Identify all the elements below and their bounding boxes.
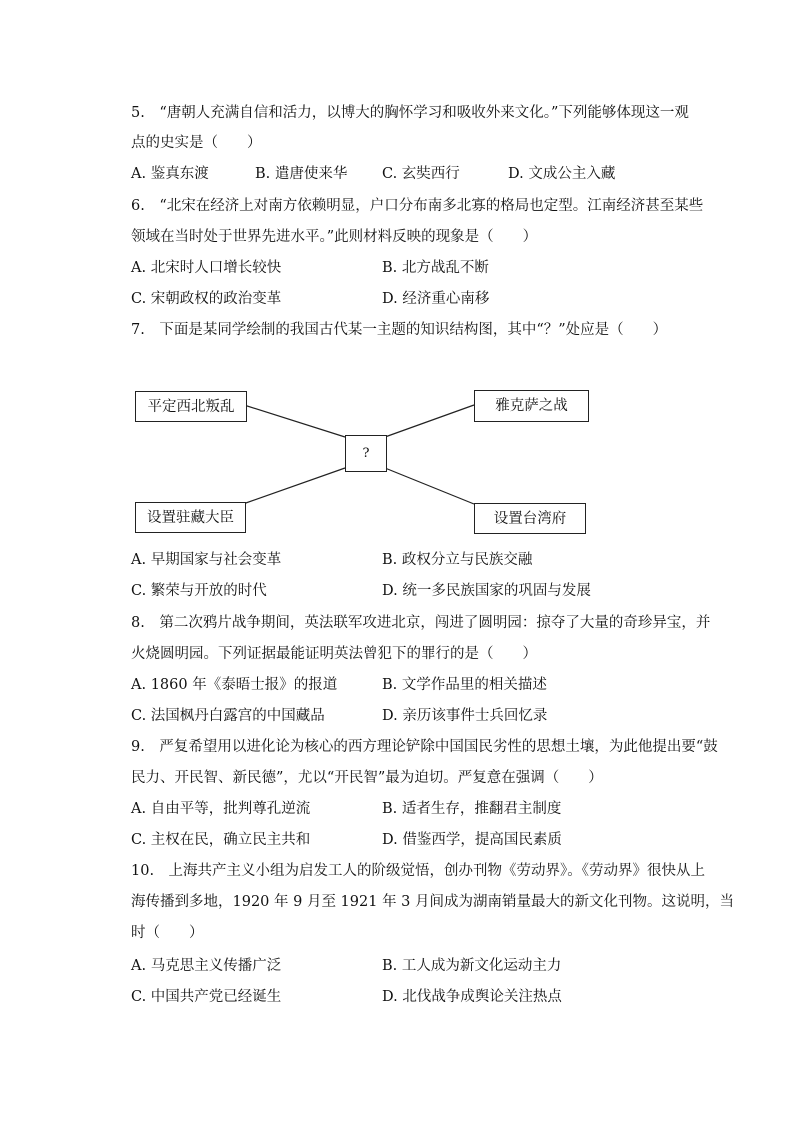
diagram-box-top-right: 雅克萨之战 [474,390,589,422]
q9-option-a: A. 自由平等，批判尊孔逆流 [131,801,311,817]
q8-option-c: C. 法国枫丹白露宫的中国藏品 [131,708,325,724]
q6-stem-line-1: 6. “北宋在经济上对南方依赖明显，户口分布南多北寡的格局也定型。江南经济甚至某些 [131,198,704,214]
q8-stem-line-2: 火烧圆明园。下列证据最能证明英法曾犯下的罪行的是（ ） [131,646,537,662]
diagram-box-bottom-left: 设置驻藏大臣 [135,502,246,533]
q10-option-d: D. 北伐战争成舆论关注热点 [382,989,562,1005]
diagram-box-center: ? [345,435,387,472]
connector-top-right [385,405,474,437]
q6-option-a: A. 北宋时人口增长较快 [131,260,282,276]
q9-stem-line-2: 民力、开民智、新民德”，尤以“开民智”最为迫切。严复意在强调（ ） [131,770,603,786]
q10-option-b: B. 工人成为新文化运动主力 [382,958,562,974]
q10-option-c: C. 中国共产党已经诞生 [131,989,282,1005]
q6-option-d: D. 经济重心南移 [382,291,490,307]
q7-option-d: D. 统一多民族国家的巩固与发展 [382,583,591,599]
q7-option-a: A. 早期国家与社会变革 [131,552,282,568]
q10-option-a: A. 马克思主义传播广泛 [131,958,282,974]
q8-option-a: A. 1860 年《泰晤士报》的报道 [131,677,338,693]
q7-option-b: B. 政权分立与民族交融 [382,552,533,568]
diagram-box-top-left: 平定西北叛乱 [135,391,247,422]
q5-option-a: A. 鉴真东渡 [131,166,209,182]
q9-option-b: B. 适者生存，推翻君主制度 [382,801,562,817]
q9-option-d: D. 借鉴西学，提高国民素质 [382,832,562,848]
q5-option-b: B. 遣唐使来华 [255,166,348,182]
q9-stem-line-1: 9. 严复希望用以进化论为核心的西方理论铲除中国国民劣性的思想土壤，为此他提出要“鼓 [131,739,718,755]
q7-option-c: C. 繁荣与开放的时代 [131,583,267,599]
q6-option-c: C. 宋朝政权的政治变革 [131,291,282,307]
q7-stem-line-1: 7. 下面是某同学绘制的我国古代某一主题的知识结构图，其中“？”处应是（ ） [131,322,668,338]
q6-option-b: B. 北方战乱不断 [382,260,489,276]
q9-option-c: C. 主权在民，确立民主共和 [131,832,311,848]
connector-bottom-right [385,468,474,504]
q10-stem-line-1: 10. 上海共产主义小组为启发工人的阶级觉悟，创办刊物《劳动界》。《劳动界》很快从上 [131,863,706,879]
q10-stem-line-3: 时（ ） [131,925,204,941]
diagram-box-bottom-right: 设置台湾府 [474,503,586,534]
q8-option-b: B. 文学作品里的相关描述 [382,677,547,693]
q5-stem-line-1: 5. “唐朝人充满自信和活力，以博大的胸怀学习和吸收外来文化。”下列能够体现这一观 [131,105,689,121]
q8-option-d: D. 亲历该事件士兵回忆录 [382,708,548,724]
q5-option-d: D. 文成公主入藏 [508,166,616,182]
q10-stem-line-2: 海传播到多地，1920 年 9 月至 1921 年 3 月间成为湖南销量最大的新文化刊物。这说明，当 [131,894,735,910]
q6-stem-line-2: 领域在当时处于世界先进水平。”此则材料反映的现象是（ ） [131,229,538,245]
q5-option-c: C. 玄奘西行 [382,166,460,182]
q5-stem-line-2: 点的史实是（ ） [131,135,262,151]
connector-bottom-left [243,468,345,504]
q8-stem-line-1: 8. 第二次鸦片战争期间，英法联军攻进北京，闯进了圆明园：掠夺了大量的奇珍异宝，并 [131,615,711,631]
connector-top-left [244,405,345,437]
